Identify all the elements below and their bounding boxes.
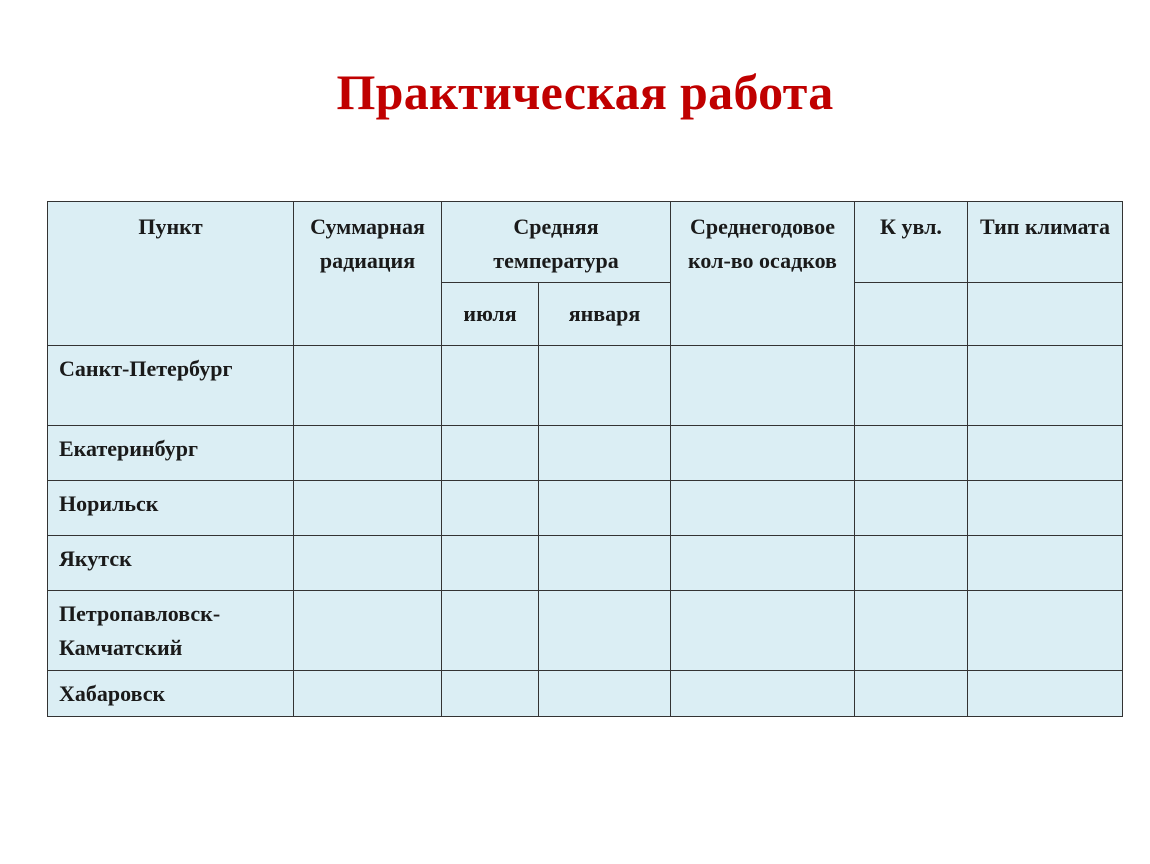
row-name: Екатеринбург <box>48 426 294 481</box>
empty-cell <box>539 346 671 426</box>
header-july: июля <box>442 283 539 346</box>
page-title: Практическая работа <box>336 64 834 120</box>
empty-cell <box>855 671 968 717</box>
empty-cell <box>442 346 539 426</box>
empty-cell <box>855 591 968 671</box>
empty-cell <box>442 671 539 717</box>
row-name: Санкт-Петербург <box>48 346 294 426</box>
header-avg-temp: Средняя температура <box>442 202 671 283</box>
empty-cell <box>671 671 855 717</box>
header-k-uvl: К увл. <box>855 202 968 283</box>
empty-cell <box>855 346 968 426</box>
empty-cell <box>968 426 1123 481</box>
empty-cell <box>855 283 968 346</box>
empty-cell <box>294 536 442 591</box>
empty-cell <box>968 346 1123 426</box>
header-january: января <box>539 283 671 346</box>
empty-cell <box>855 426 968 481</box>
empty-cell <box>539 481 671 536</box>
empty-cell <box>539 426 671 481</box>
empty-cell <box>294 481 442 536</box>
empty-cell <box>968 536 1123 591</box>
header-precipitation: Среднегодовое кол-во осадков <box>671 202 855 346</box>
table-row <box>48 671 1123 717</box>
climate-table <box>47 201 1123 717</box>
empty-cell <box>442 426 539 481</box>
row-name: Норильск <box>48 481 294 536</box>
empty-cell <box>968 671 1123 717</box>
row-name: Петропавловск-Камчатский <box>48 591 294 671</box>
empty-cell <box>442 591 539 671</box>
empty-cell <box>671 481 855 536</box>
table-row <box>48 346 1123 426</box>
empty-cell <box>294 671 442 717</box>
table-row <box>48 536 1123 591</box>
empty-cell <box>539 671 671 717</box>
table-row <box>48 426 1123 481</box>
header-climate-type: Тип климата <box>968 202 1123 283</box>
row-name: Хабаровск <box>48 671 294 717</box>
empty-cell <box>539 536 671 591</box>
empty-cell <box>671 346 855 426</box>
header-row <box>48 202 1123 283</box>
row-name: Якутск <box>48 536 294 591</box>
empty-cell <box>968 591 1123 671</box>
empty-cell <box>968 481 1123 536</box>
empty-cell <box>855 481 968 536</box>
empty-cell <box>671 591 855 671</box>
empty-cell <box>294 591 442 671</box>
header-radiation: Суммарная радиация <box>294 202 442 346</box>
empty-cell <box>294 426 442 481</box>
empty-cell <box>442 481 539 536</box>
empty-cell <box>671 426 855 481</box>
empty-cell <box>539 591 671 671</box>
header-point: Пункт <box>48 202 294 346</box>
table-row <box>48 481 1123 536</box>
empty-cell <box>671 536 855 591</box>
empty-cell <box>968 283 1123 346</box>
empty-cell <box>442 536 539 591</box>
empty-cell <box>855 536 968 591</box>
empty-cell <box>294 346 442 426</box>
table-row <box>48 591 1123 671</box>
